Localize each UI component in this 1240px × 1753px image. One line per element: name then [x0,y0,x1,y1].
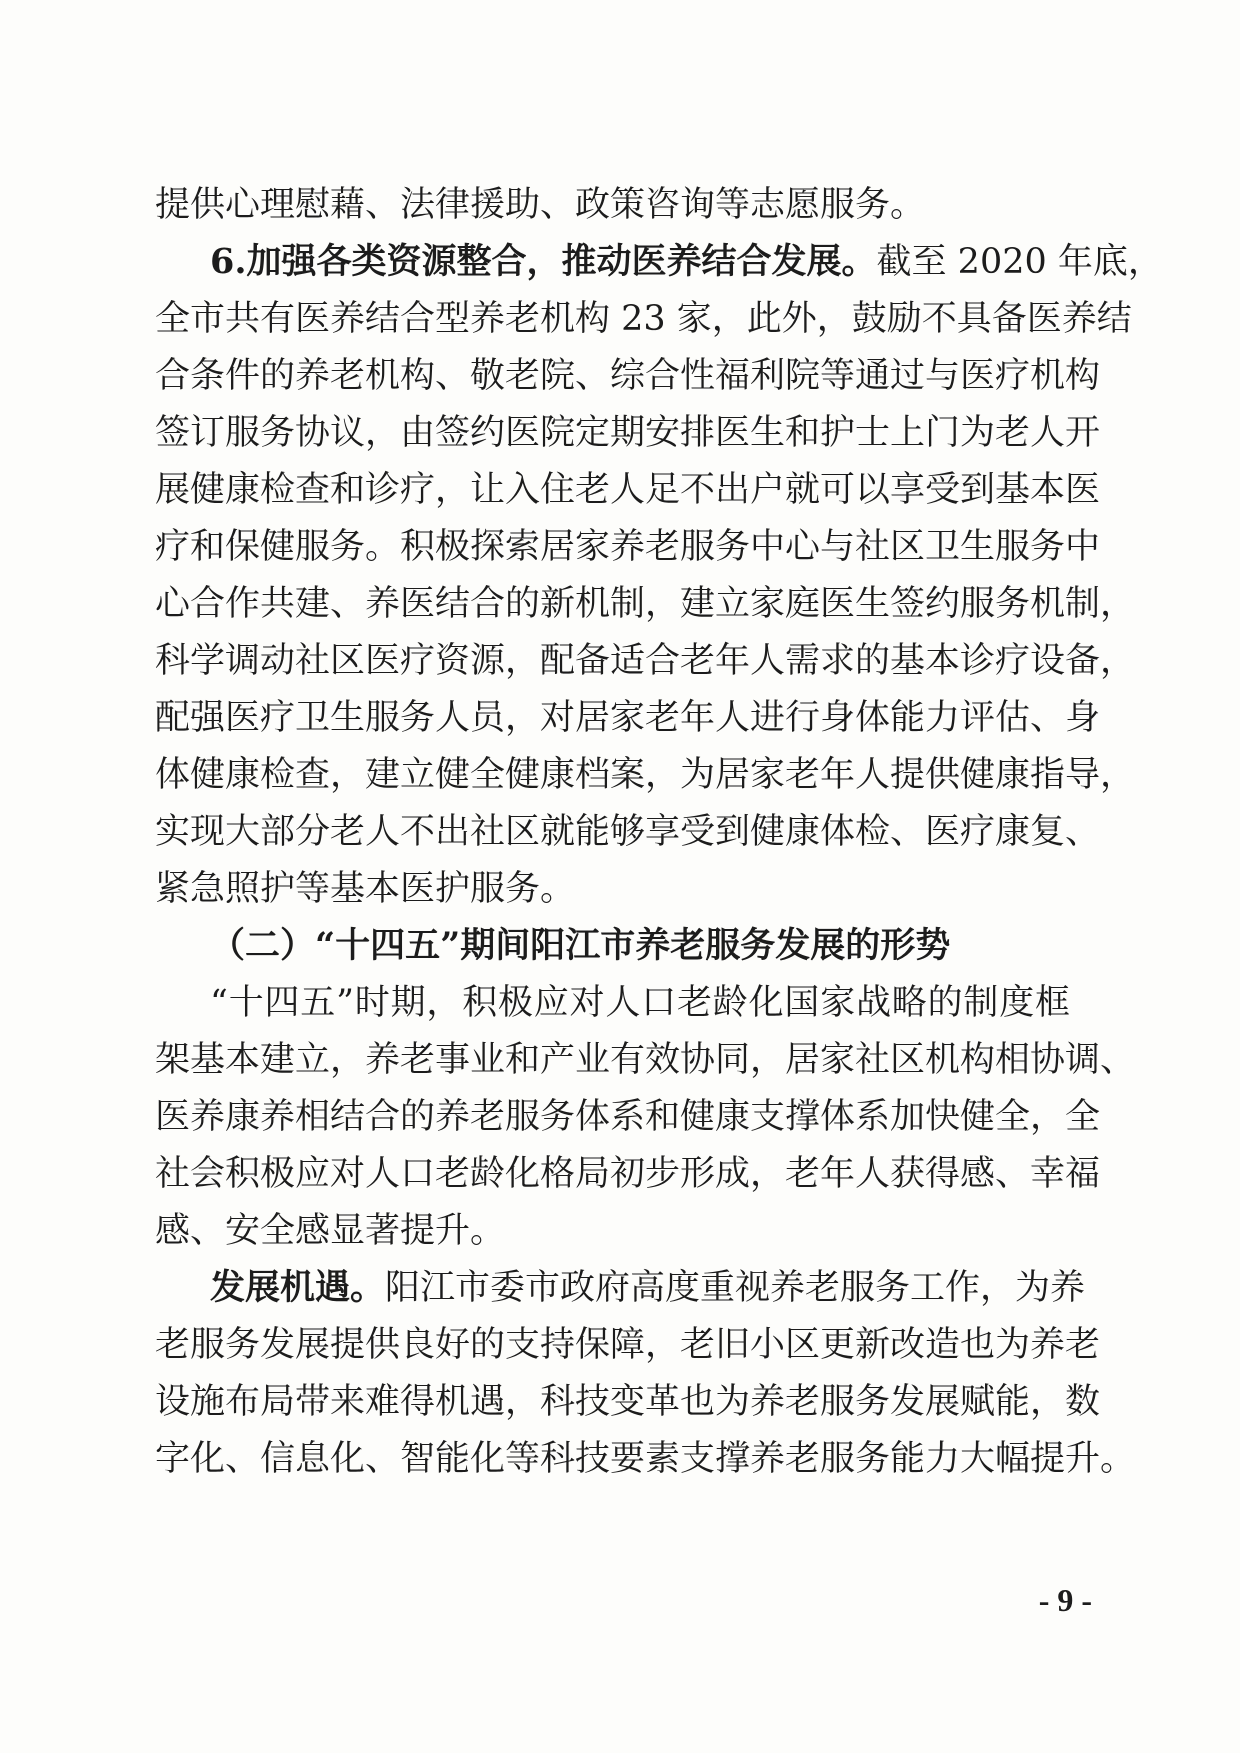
paragraph-line: 合条件的养老机构、敬老院、综合性福利院等通过与医疗机构 [155,356,1101,396]
section-heading: （二）“十四五”期间阳江市养老服务发展的形势 [210,925,951,966]
paragraph-line: 感、安全感显著提升。 [155,1211,506,1251]
paragraph-line [210,1266,1086,1310]
paragraph-text: 阳江市委市政府高度重视养老服务工作，为养 [385,1268,1086,1308]
paragraph-line: 配强医疗卫生服务人员，对居家老年人进行身体能力评估、身 [155,698,1101,738]
paragraph-line: 展健康检查和诊疗，让入住老人足不出户就可以享受到基本医 [155,470,1101,510]
paragraph-line: 实现大部分老人不出社区就能够享受到健康体检、医疗康复、 [155,812,1101,852]
paragraph-line: 疗和保健服务。积极探索居家养老服务中心与社区卫生服务中 [155,527,1101,567]
paragraph-line: 全市共有医养结合型养老机构 23 家，此外，鼓励不具备医养结 [155,299,1132,339]
page-number: - 9 - [1038,1582,1092,1618]
paragraph-line: 紧急照护等基本医护服务。 [155,869,576,909]
paragraph-line: 提供心理慰藉、法律援助、政策咨询等志愿服务。 [155,185,926,225]
paragraph-line: 体健康检查，建立健全健康档案，为居家老年人提供健康指导， [155,755,1136,795]
paragraph-line: 老服务发展提供良好的支持保障，老旧小区更新改造也为养老 [155,1325,1101,1365]
paragraph-line [210,240,1163,284]
paragraph-line: “十四五”时期，积极应对人口老龄化国家战略的制度框 [210,983,1070,1023]
paragraph-line: 设施布局带来难得机遇，科技变革也为养老服务发展赋能，数 [155,1382,1101,1422]
paragraph-line: 医养康养相结合的养老服务体系和健康支撑体系加快健全，全 [155,1097,1101,1137]
paragraph-lead-bold: 6.加强各类资源整合，推动医养结合发展。 [210,241,877,282]
paragraph-line: 社会积极应对人口老龄化格局初步形成，老年人获得感、幸福 [155,1154,1101,1194]
paragraph-line: 科学调动社区医疗资源，配备适合老年人需求的基本诊疗设备， [155,641,1136,681]
paragraph-line: 字化、信息化、智能化等科技要素支撑养老服务能力大幅提升。 [155,1439,1136,1479]
paragraph-line: 心合作共建、养医结合的新机制，建立家庭医生签约服务机制， [155,584,1136,624]
paragraph-lead-bold: 发展机遇。 [210,1267,386,1308]
paragraph-line: 签订服务协议，由签约医院定期安排医生和护士上门为老人开 [155,413,1101,453]
paragraph-line: 架基本建立，养老事业和产业有效协同，居家社区机构相协调、 [155,1040,1136,1080]
paragraph-text: 截至 2020 年底， [876,242,1163,282]
